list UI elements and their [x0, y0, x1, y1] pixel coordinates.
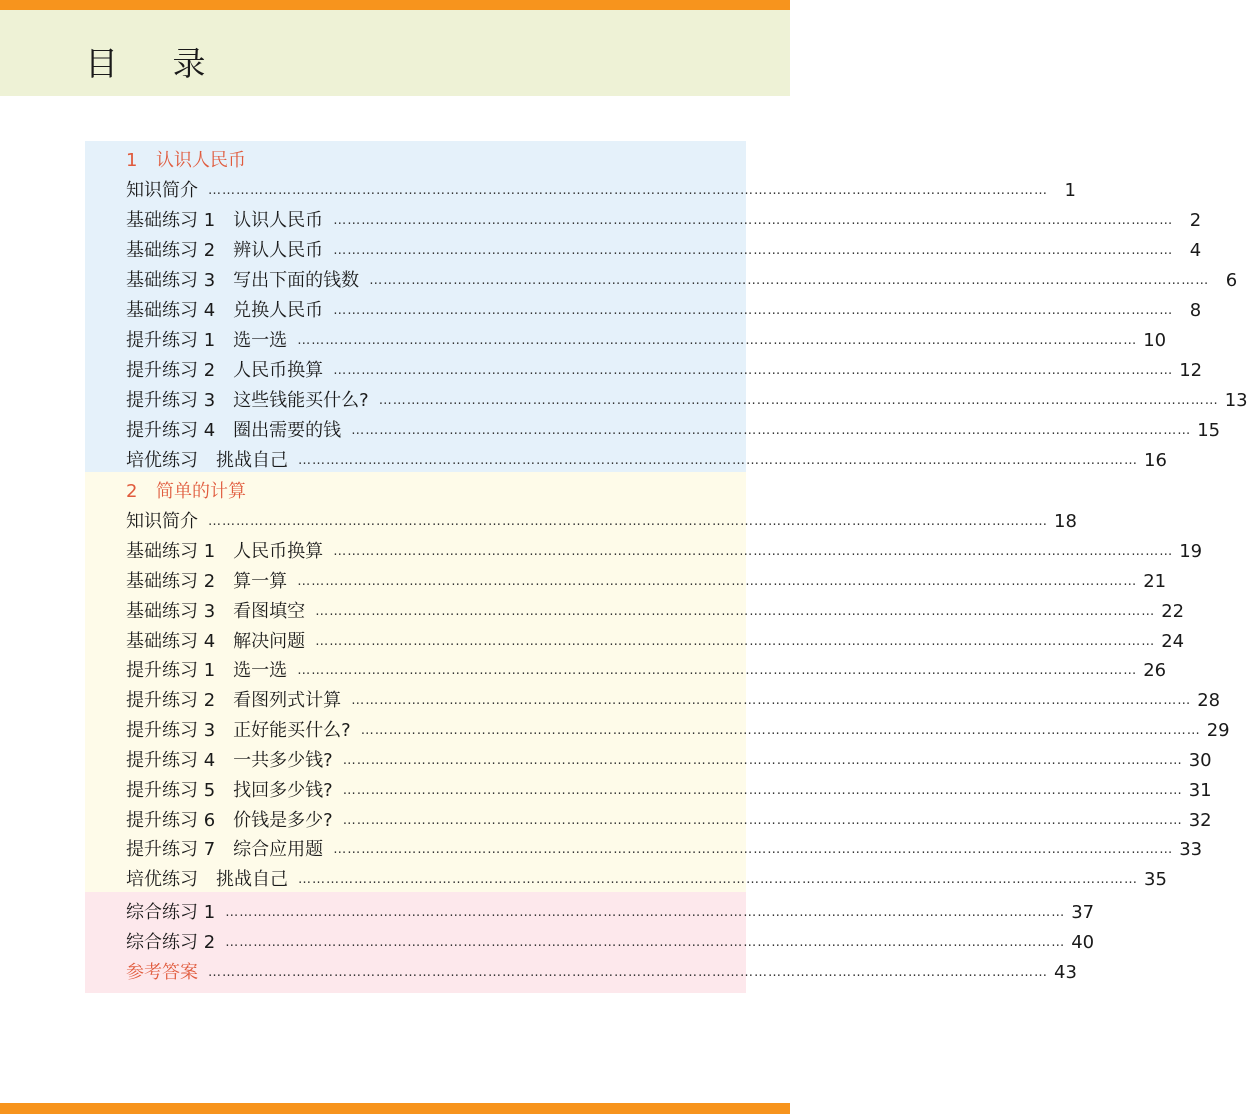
toc-page-number: 29 [1206, 720, 1230, 741]
toc-entry-label: 提升练习 6 价钱是多少? [126, 810, 333, 831]
toc-entry-label: 提升练习 1 选一选 [126, 330, 288, 351]
toc-page-number: 13 [1224, 390, 1248, 411]
dot-leader: ……………………………………………………………………………………………………………………………………………………………… [351, 423, 1192, 438]
toc-page-number: 30 [1188, 750, 1212, 771]
toc-entry-label: 提升练习 4 一共多少钱? [126, 750, 333, 771]
toc-entry-label: 培优练习 挑战自己 [126, 450, 288, 471]
dot-leader: ……………………………………………………………………………………………………………………………………………………………… [342, 783, 1183, 798]
dot-leader: ……………………………………………………………………………………………………………………………………………………………… [225, 905, 1066, 920]
dot-leader: ……………………………………………………………………………………………………………………………………………………………… [378, 393, 1219, 408]
toc-entry[interactable] [126, 537, 1203, 567]
toc-entry[interactable] [126, 416, 1221, 446]
toc-page-number: 10 [1143, 330, 1167, 351]
dot-leader: ……………………………………………………………………………………………………………………………………………………………… [208, 183, 1048, 198]
toc-entry-label: 基础练习 1 人民币换算 [126, 541, 324, 562]
top-accent-bar [0, 0, 790, 10]
toc-page-number: 2 [1189, 210, 1202, 231]
toc-page-number: 4 [1189, 240, 1202, 261]
toc-entry[interactable] [126, 746, 1212, 776]
toc-entry-label: 提升练习 4 圈出需要的钱 [126, 420, 342, 441]
toc-page-number: 8 [1189, 300, 1202, 321]
dot-leader: ……………………………………………………………………………………………………………………………………………………………… [208, 514, 1048, 529]
toc-page-number: 19 [1179, 541, 1203, 562]
toc-entry-label: 提升练习 2 看图列式计算 [126, 690, 342, 711]
toc-page-number: 40 [1071, 932, 1095, 953]
toc-entry-label: 提升练习 5 找回多少钱? [126, 780, 333, 801]
toc-entry-label: 知识简介 [126, 180, 198, 201]
dot-leader: ……………………………………………………………………………………………………………………………………………………………… [333, 213, 1174, 228]
toc-entry-label: 提升练习 3 这些钱能买什么? [126, 390, 369, 411]
toc-page-number: 6 [1225, 270, 1238, 291]
toc-entry-answers[interactable] [126, 958, 1077, 988]
section-1-heading [126, 146, 246, 176]
toc-entry-label: 基础练习 4 解决问题 [126, 631, 306, 652]
toc-entry[interactable] [126, 206, 1202, 236]
toc-entry[interactable] [126, 567, 1167, 597]
toc-entry[interactable] [126, 686, 1221, 716]
toc-entry[interactable] [126, 776, 1212, 806]
toc-entry-label: 综合练习 2 [126, 932, 216, 953]
section-number: 1 [126, 150, 138, 171]
toc-entry[interactable] [126, 446, 1167, 476]
toc-page-number: 37 [1071, 902, 1095, 923]
toc-entry[interactable] [126, 296, 1202, 326]
toc-entry[interactable] [126, 326, 1167, 356]
section-title: 简单的计算 [156, 481, 246, 502]
toc-page-number: 21 [1143, 571, 1167, 592]
dot-leader: ……………………………………………………………………………………………………………………………………………………………… [342, 813, 1183, 828]
toc-entry[interactable] [126, 356, 1203, 386]
toc-page-number: 15 [1197, 420, 1221, 441]
dot-leader: ……………………………………………………………………………………………………………………………………………………………… [298, 872, 1138, 887]
toc-page-number: 16 [1144, 450, 1167, 471]
toc-entry-label: 基础练习 3 看图填空 [126, 601, 306, 622]
toc-entry[interactable] [126, 266, 1238, 296]
toc-entry-label: 参考答案 [126, 962, 198, 983]
toc-page-number: 32 [1188, 810, 1212, 831]
section-2-heading [126, 477, 246, 507]
toc-entry[interactable] [126, 835, 1203, 865]
toc-page-number: 12 [1179, 360, 1203, 381]
section-number: 2 [126, 481, 138, 502]
dot-leader: ……………………………………………………………………………………………………………………………………………………………… [297, 663, 1138, 678]
toc-page-number: 1 [1064, 180, 1076, 201]
toc-entry-label: 基础练习 2 算一算 [126, 571, 288, 592]
toc-entry-label: 综合练习 1 [126, 902, 216, 923]
dot-leader: ……………………………………………………………………………………………………………………………………………………………… [297, 333, 1138, 348]
toc-entry-label: 提升练习 2 人民币换算 [126, 360, 324, 381]
toc-entry[interactable] [126, 806, 1212, 836]
bottom-accent-bar [0, 1103, 790, 1114]
toc-page-number: 26 [1143, 660, 1167, 681]
toc-entry[interactable] [126, 386, 1248, 416]
toc-page-number: 35 [1144, 869, 1167, 890]
dot-leader: ……………………………………………………………………………………………………………………………………………………………… [297, 574, 1138, 589]
dot-leader: ……………………………………………………………………………………………………………………………………………………………… [342, 753, 1183, 768]
toc-entry-label: 提升练习 7 综合应用题 [126, 839, 324, 860]
dot-leader: ……………………………………………………………………………………………………………………………………………………………… [315, 604, 1156, 619]
dot-leader: ……………………………………………………………………………………………………………………………………………………………… [208, 965, 1048, 980]
toc-entry[interactable] [126, 865, 1167, 895]
toc-entry[interactable] [126, 236, 1202, 266]
page-title: 目 录 [85, 44, 228, 83]
toc-entry-label: 基础练习 4 兑换人民币 [126, 300, 324, 321]
toc-entry-label: 知识简介 [126, 511, 198, 532]
toc-entry-review-1[interactable] [126, 898, 1095, 928]
toc-entry-label: 培优练习 挑战自己 [126, 869, 288, 890]
toc-entry[interactable] [126, 627, 1185, 657]
toc-entry-label: 基础练习 2 辨认人民币 [126, 240, 324, 261]
dot-leader: ……………………………………………………………………………………………………………………………………………………………… [360, 723, 1201, 738]
toc-entry-label: 基础练习 3 写出下面的钱数 [126, 270, 360, 291]
section-title: 认识人民币 [156, 150, 246, 171]
toc-entry[interactable] [126, 597, 1185, 627]
dot-leader: ……………………………………………………………………………………………………………………………………………………………… [333, 243, 1174, 258]
toc-page-number: 24 [1161, 631, 1185, 652]
dot-leader: ……………………………………………………………………………………………………………………………………………………………… [369, 273, 1210, 288]
toc-page-number: 43 [1054, 962, 1077, 983]
dot-leader: ……………………………………………………………………………………………………………………………………………………………… [333, 363, 1174, 378]
toc-entry-label: 基础练习 1 认识人民币 [126, 210, 324, 231]
toc-page-number: 31 [1188, 780, 1212, 801]
toc-entry-label: 提升练习 1 选一选 [126, 660, 288, 681]
dot-leader: ……………………………………………………………………………………………………………………………………………………………… [315, 634, 1156, 649]
toc-entry[interactable] [126, 507, 1077, 537]
dot-leader: ……………………………………………………………………………………………………………………………………………………………… [298, 453, 1138, 468]
toc-entry-label: 提升练习 3 正好能买什么? [126, 720, 351, 741]
dot-leader: ……………………………………………………………………………………………………………………………………………………………… [333, 303, 1174, 318]
toc-page-number: 33 [1179, 839, 1203, 860]
toc-entry[interactable] [126, 656, 1167, 686]
toc-page-number: 18 [1054, 511, 1077, 532]
dot-leader: ……………………………………………………………………………………………………………………………………………………………… [333, 544, 1174, 559]
dot-leader: ……………………………………………………………………………………………………………………………………………………………… [225, 935, 1066, 950]
toc-entry-review-2[interactable] [126, 928, 1095, 958]
toc-page-number: 28 [1197, 690, 1221, 711]
toc-entry[interactable] [126, 176, 1076, 206]
toc-entry[interactable] [126, 716, 1230, 746]
dot-leader: ……………………………………………………………………………………………………………………………………………………………… [333, 842, 1174, 857]
dot-leader: ……………………………………………………………………………………………………………………………………………………………… [351, 693, 1192, 708]
toc-page-number: 22 [1161, 601, 1185, 622]
